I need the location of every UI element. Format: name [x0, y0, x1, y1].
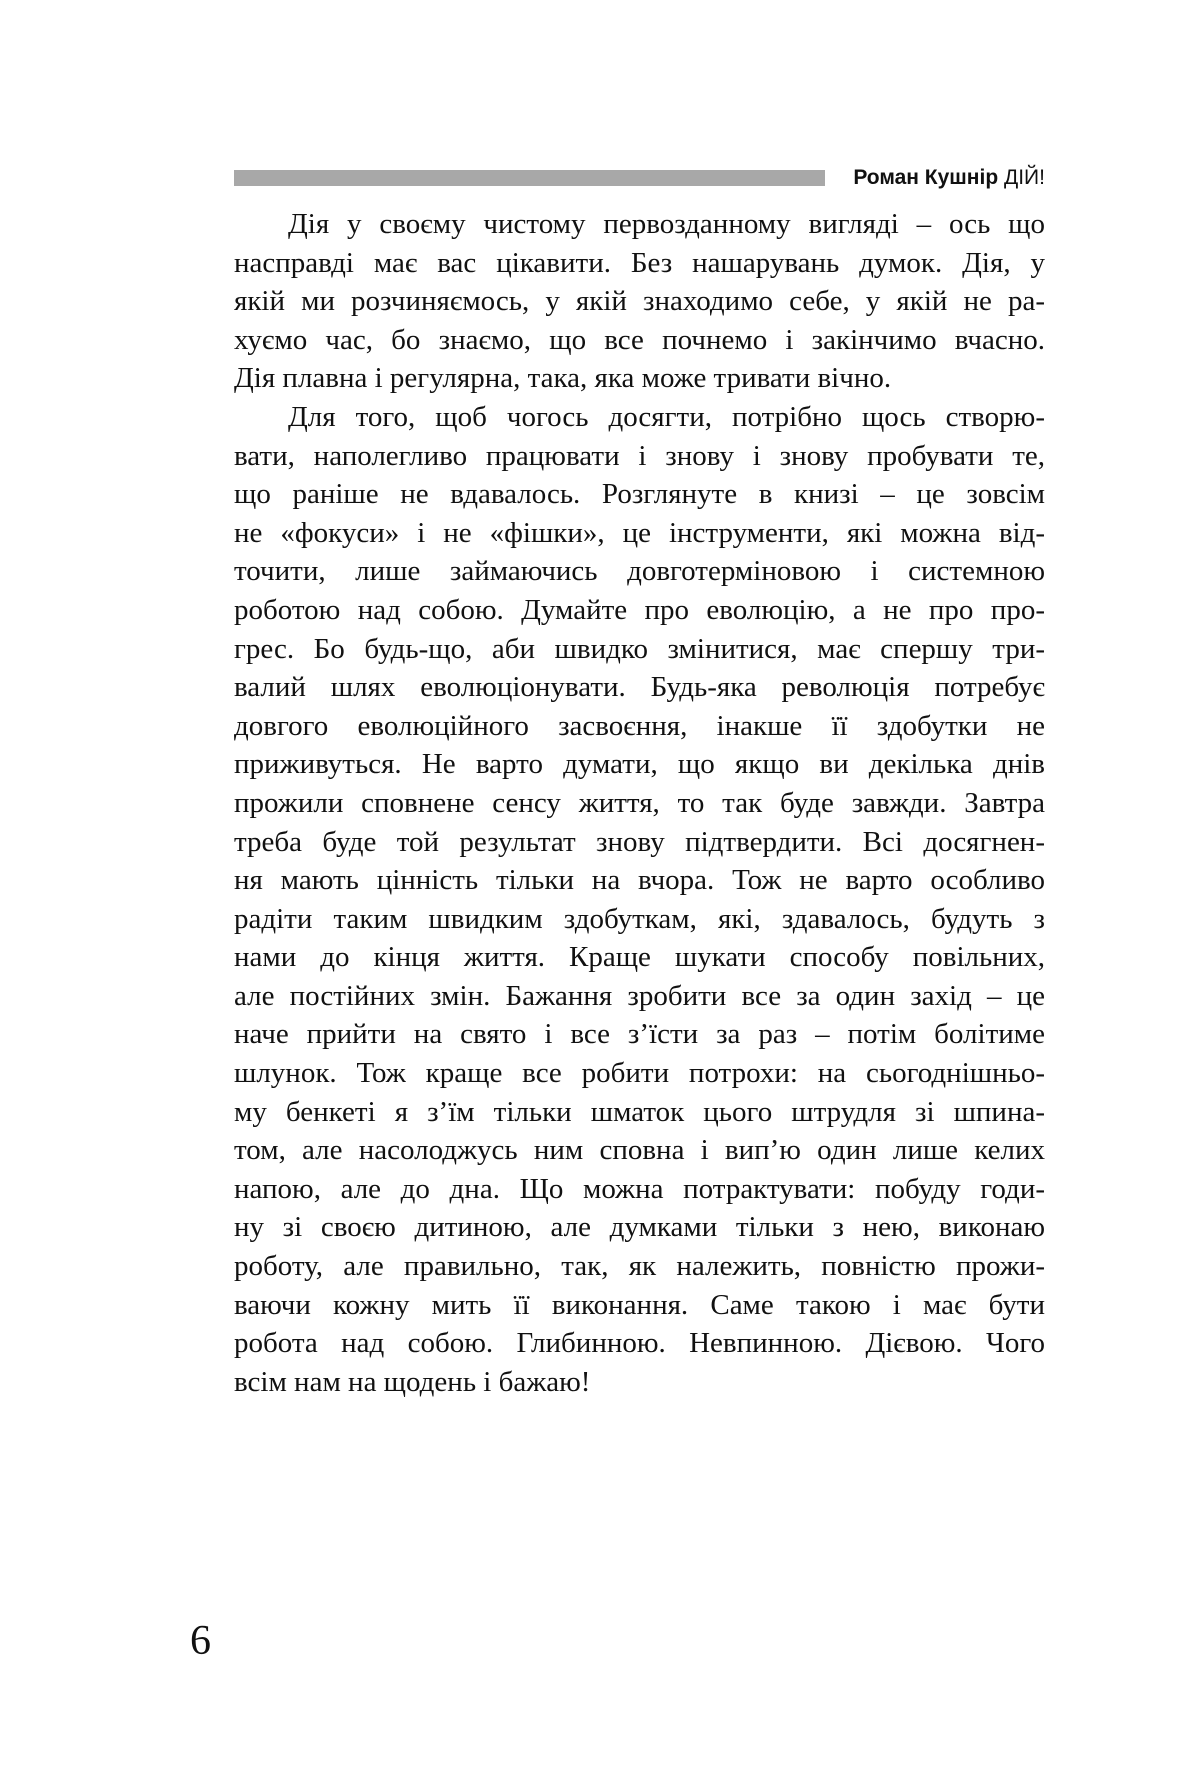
text-line: насправді має вас цікавити. Без нашарувань думок. Дія, у — [234, 246, 1045, 279]
text-line: не «фокуси» і не «фішки», це інструменти, які можна від- — [234, 516, 1045, 549]
text-line: ваючи кожну мить її виконання. Саме такою і має бути — [234, 1288, 1045, 1321]
running-header — [234, 165, 1045, 195]
paragraph-1 — [234, 205, 1045, 398]
text-line: прожили сповнене сенсу життя, то так буде завжди. Завтра — [234, 786, 1045, 819]
header-author: Роман Кушнір — [853, 166, 999, 189]
text-line: робота над собою. Глибинною. Невпинною. Дієвою. Чого — [234, 1327, 1045, 1360]
header-rule-bar — [234, 170, 825, 186]
text-line: приживуться. Не варто думати, що якщо ви декілька днів — [234, 748, 1045, 781]
text-line: ня мають цінність тільки на вчора. Тож не варто особливо — [234, 864, 1045, 897]
paragraph-2 — [234, 398, 1045, 1401]
text-line: ну зі своєю дитиною, але думками тільки з нею, виконаю — [234, 1211, 1045, 1244]
text-line: наче прийти на свято і все з’їсти за раз – потім болітиме — [234, 1018, 1045, 1051]
text-line: шлунок. Тож краще все робити потрохи: на сьогоднішньо- — [234, 1057, 1045, 1090]
text-line: що раніше не вдавалось. Розглянуте в книзі – це зовсім — [234, 478, 1045, 511]
text-line: радіти таким швидким здобуткам, які, здавалось, будуть з — [234, 902, 1045, 935]
text-line: му бенкеті я з’їм тільки шматок цього штрудля зі шпина- — [234, 1095, 1045, 1128]
text-line: вати, наполегливо працювати і знову і знову пробувати те, — [234, 439, 1045, 472]
text-line: напою, але до дна. Що можна потрактувати: побуду годи- — [234, 1172, 1045, 1205]
text-line: Для того, щоб чогось досягти, потрібно щось створю- — [288, 400, 1045, 433]
text-line: всім нам на щодень і бажаю! — [234, 1365, 591, 1398]
text-line: якій ми розчиняємось, у якій знаходимо себе, у якій не ра- — [234, 285, 1045, 318]
text-line: валий шлях еволюціонувати. Будь-яка революція потребує — [234, 671, 1045, 704]
text-line: довгого еволюційного засвоєння, інакше її здобутки не — [234, 709, 1045, 742]
header-book-title: ДІЙ! — [1004, 166, 1045, 189]
text-line: Дія плавна і регулярна, така, яка може тривати вічно. — [234, 362, 892, 395]
text-line: Дія у своєму чистому первозданному вигляді – ось що — [288, 208, 1045, 240]
text-line: хуємо час, бо знаємо, що все почнемо і закінчимо вчасно. — [234, 323, 1045, 356]
text-line: том, але насолоджусь ним сповна і вип’ю один лише келих — [234, 1134, 1045, 1167]
page-number: 6 — [190, 1618, 211, 1664]
text-line: треба буде той результат знову підтвердити. Всі досягнен- — [234, 825, 1045, 858]
text-line: нами до кінця життя. Краще шукати способу повільних, — [234, 941, 1045, 974]
text-line: грес. Бо будь-що, аби швидко змінитися, має спершу три- — [234, 632, 1045, 665]
text-line: але постійних змін. Бажання зробити все за один захід – це — [234, 979, 1045, 1012]
text-line: точити, лише займаючись довготерміновою і системною — [234, 555, 1045, 588]
header-text — [853, 165, 1045, 191]
text-line: роботу, але правильно, так, як належить, повністю прожи- — [234, 1250, 1045, 1283]
page-body — [234, 205, 1045, 1401]
text-line: роботою над собою. Думайте про еволюцію, а не про про- — [234, 593, 1045, 626]
